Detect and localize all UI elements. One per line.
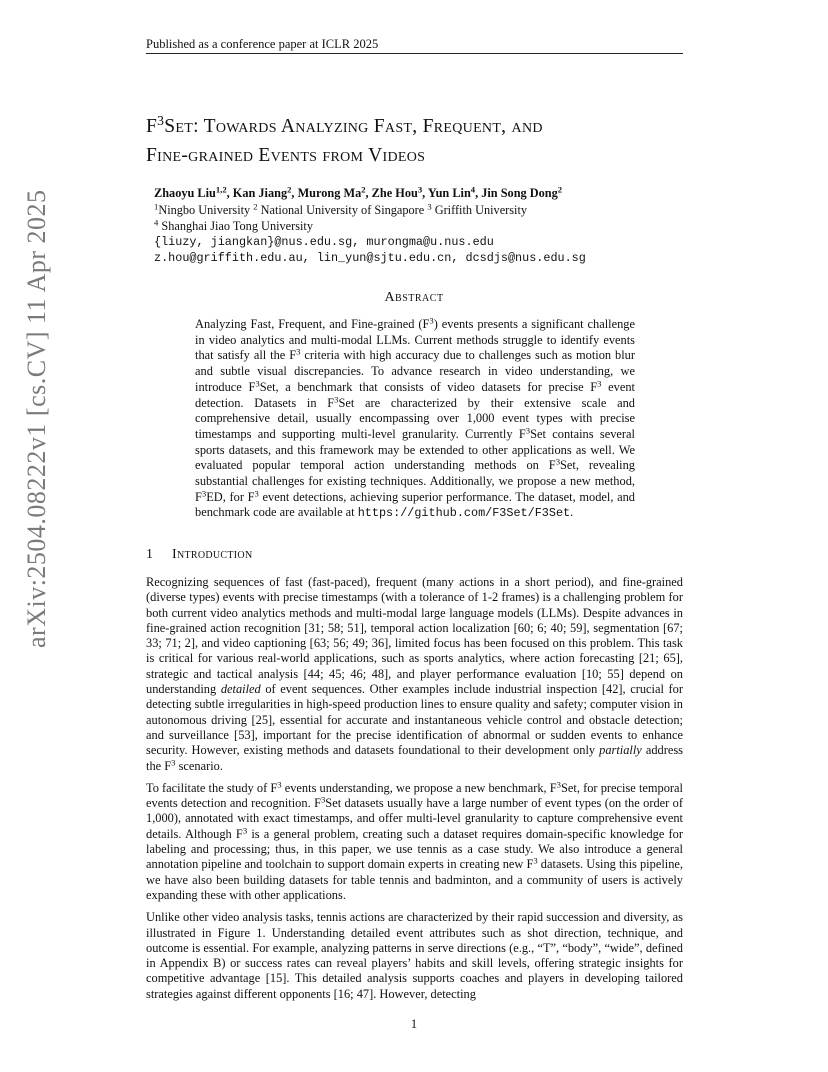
- title-line-2: Fine-grained Events from Videos: [146, 145, 426, 166]
- affil-sup: 4: [154, 217, 159, 228]
- affil-text: National University of Singapore: [257, 203, 428, 217]
- author-name: , Kan Jiang: [226, 186, 288, 200]
- author-list: [154, 184, 694, 202]
- abstract-heading: Abstract: [384, 290, 444, 305]
- paragraph-sup: 3: [556, 779, 561, 790]
- arxiv-identifier[interactable]: arXiv:2504.08222v1 [cs.CV] 11 Apr 2025: [22, 189, 51, 648]
- abstract-sup: 3: [597, 378, 602, 389]
- author-name: , Zhe Hou: [365, 186, 418, 200]
- author-affil-sup: 4: [470, 184, 476, 195]
- abstract-text: Analyzing Fast, Frequent, and Fine-grained (F: [195, 317, 430, 331]
- paragraph-sup: 3: [171, 757, 176, 768]
- author-affil-sup: 3: [417, 184, 423, 195]
- author-name: , Murong Ma: [291, 186, 362, 200]
- page-number: 1: [410, 1017, 418, 1031]
- affil-sup: 2: [253, 201, 258, 212]
- repository-link[interactable]: https://github.com/F3Set/F3Set: [357, 506, 571, 521]
- paragraph-sup: 3: [533, 856, 538, 867]
- abstract-sup: 3: [525, 425, 531, 436]
- paragraph-sup: 3: [242, 825, 248, 836]
- paragraph-text: To facilitate the study of F: [146, 780, 278, 795]
- abstract-text: .: [570, 505, 574, 520]
- paragraph-text: of event sequences. Other examples include industrial inspection [42], crucial for detecting subtle irregularities in high-speed production lines to ensure quality and safety; computer vision in autonomous driving [25], essential for accurate and instantaneous vehicle control and obstacle detection; and surveillance [53], important for the precise identification of abnormal or sudden events to enhance security. However, existing methods and datasets foundational to their development only: [146, 682, 683, 758]
- abstract-text: ) events presents a significant challenge in video analytics and multi-modal LLMs. Current methods struggle to identify events that satisfy all the F: [195, 317, 635, 363]
- author-name: , Yun Lin: [422, 186, 471, 200]
- email-line-2: z.hou@griffith.edu.au, lin_yun@sjtu.edu.cn, dcsdjs@nus.edu.sg: [154, 251, 586, 265]
- emphasis: detailed: [220, 682, 261, 697]
- emphasis: partially: [599, 743, 642, 758]
- title-line-1: [146, 112, 706, 141]
- abstract-text: event detections, achieving superior performance. The dataset, model, and benchmark code are available at: [195, 489, 635, 520]
- affil-sup: 3: [427, 201, 432, 212]
- paragraph-sup: 3: [277, 779, 282, 790]
- abstract-sup: 3: [429, 315, 434, 326]
- section-heading: [146, 547, 682, 563]
- paragraph: [146, 781, 683, 903]
- affiliation-line-1: [154, 202, 694, 218]
- title-sup: 3: [157, 113, 165, 129]
- author-affil-sup: 2: [287, 184, 292, 195]
- paragraph-text: events understanding, we propose a new benchmark, F: [281, 780, 557, 795]
- paper-title: [146, 112, 706, 170]
- running-header: Published as a conference paper at ICLR 2025: [146, 37, 379, 51]
- author-affil-sup: 2: [557, 184, 563, 195]
- abstract-sup: 3: [296, 347, 301, 358]
- section-title: Introduction: [172, 547, 253, 562]
- abstract-sup: 3: [201, 488, 207, 499]
- affiliation-line-2: [154, 218, 694, 234]
- author-block: [154, 184, 694, 266]
- title-f: F: [146, 116, 158, 137]
- paragraph-text: datasets. Using this pipeline, we have also been building datasets for table tennis and badminton, and a community of users is actively expanding these with other applications.: [146, 857, 683, 902]
- abstract-text: event detection. Datasets in F: [195, 379, 636, 410]
- author-name: , Jin Song Dong: [475, 186, 558, 200]
- abstract-sup: 3: [255, 378, 260, 389]
- abstract-text: Set, revealing substantial challenges for existing techniques. Additionally, we propose a new method, F: [195, 458, 635, 504]
- author-affil-sup: 2: [361, 184, 366, 195]
- section-number: 1: [146, 547, 154, 562]
- abstract-body: [195, 317, 635, 521]
- abstract-text: Set are characterized by their extensive scale and comprehensive detail, usually encompassing over 1,000 event types with precise timestamps and supporting multi-level granularity. Currently F: [195, 395, 635, 441]
- header-rule: [146, 53, 683, 54]
- paragraph-text: address the F: [146, 743, 683, 773]
- paragraph-text: Recognizing sequences of fast (fast-paced), frequent (many actions in a short period), and fine-grained (diverse types) events with precise timestamps (with a tolerance of 1-2 frames) is a challenging problem for both current video analytics methods and multi-modal large language models (LLMs). Despite advances in fine-grained action recognition [31; 58; 51], temporal action localization [60; 6; 40; 59], segmentation [67; 33; 71; 2], and video captioning [63; 56; 49; 36], limited focus has been focused on this problem. This task is critical for various real-world applications, such as sports analytics, where action forecasting [21; 65], strategic and tactical analysis [44; 45; 46; 48], and player performance evaluation [10; 55] depend on understanding: [146, 575, 683, 697]
- abstract-sup: 3: [334, 394, 339, 405]
- author-affil-sup: 1,2: [215, 184, 227, 195]
- affil-sup: 1: [154, 201, 159, 212]
- paragraph-text: is a general problem, creating such a dataset requires domain-specific knowledge for labeling and processing; thus, in this paper, we use tennis as a case study. We also introduce a general annotation pipeline and toolchain to support domain experts in creating new F: [146, 826, 683, 872]
- abstract-sup: 3: [254, 488, 259, 499]
- introduction-body: [146, 575, 683, 1009]
- paragraph: [146, 575, 683, 774]
- title-line-1-text: Set: Towards Analyzing Fast, Frequent, and: [164, 116, 543, 137]
- abstract-text: Set contains several sports datasets, and this framework may be extended to other applications as well. We evaluated popular temporal action understanding methods on F: [195, 426, 635, 473]
- affil-text: Ningbo University: [158, 203, 254, 217]
- paragraph-text: Set, for precise temporal events detection and recognition. F: [146, 780, 683, 811]
- paragraph: Unlike other video analysis tasks, tennis actions are characterized by their rapid succession and diversity, as illustrated in Figure 1. Understanding detailed event attributes such as shot direction, technique, and outcome is essential. For example, analyzing patterns in serve directions (e.g., “T”, “body”, “wide”, defined in Appendix B) or success rates can reveal players’ habits and skill levels, offering strategic insights for competitive advantage [15]. This detailed analysis supports coaches and players in developing tailored strategies against different opponents [16; 47]. However, detecting: [146, 910, 683, 1001]
- abstract-text: Set, a benchmark that consists of video datasets for precise F: [259, 379, 598, 394]
- abstract-sup: 3: [555, 457, 561, 467]
- email-line-1: {liuzy, jiangkan}@nus.edu.sg, murongma@u.nus.edu: [154, 235, 494, 249]
- abstract-text: criteria with high accuracy due to challenges such as motion blur and subtle visual discrepancies. To advance research in video understanding, we introduce F: [195, 348, 636, 394]
- affil-text: Shanghai Jiao Tong University: [158, 219, 313, 233]
- paragraph-sup: 3: [320, 794, 326, 805]
- affil-text: Griffith University: [431, 203, 528, 217]
- author-name: Zhaoyu Liu: [154, 186, 216, 200]
- paragraph-text: scenario.: [175, 758, 223, 773]
- paragraph-text: Set datasets usually have a large number of event types (on the order of 1,000), annotated with exact timestamps, and offer multi-level granularity to capture comprehensive event details. Although F: [146, 796, 684, 841]
- abstract-text: ED, for F: [206, 489, 255, 504]
